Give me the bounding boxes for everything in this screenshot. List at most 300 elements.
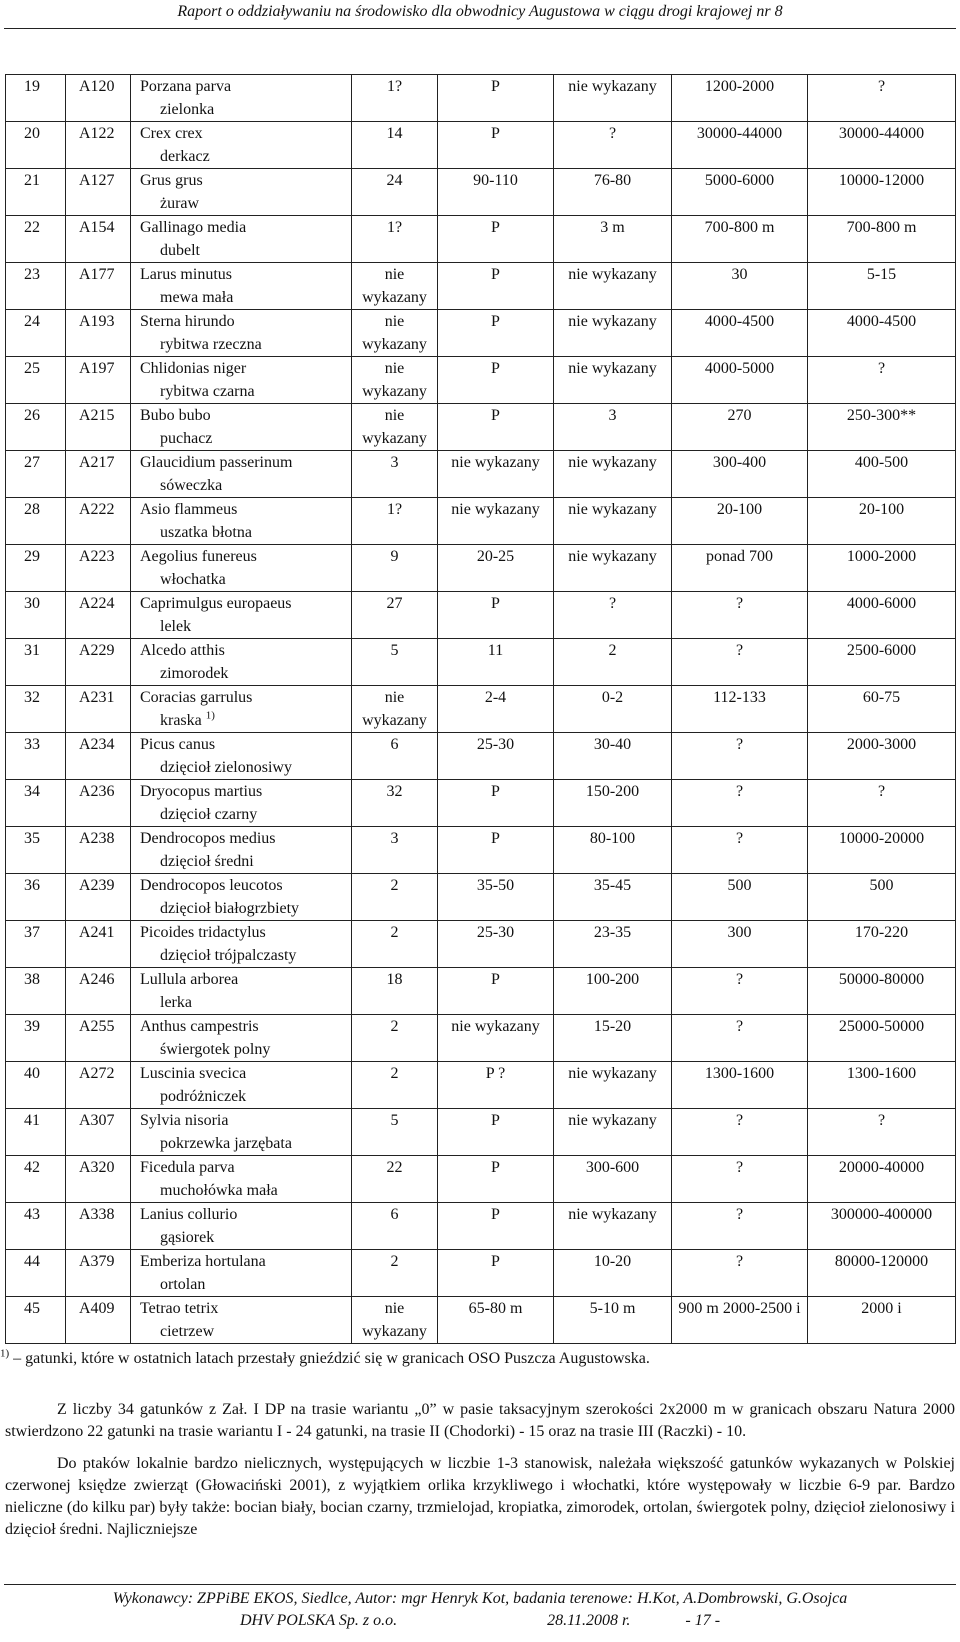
cell-value-2: P xyxy=(438,1156,554,1203)
cell-value-3: 35-45 xyxy=(554,874,672,921)
latin-name: Dendrocopos leucotos xyxy=(140,877,283,894)
cell-value-1: 2 xyxy=(352,1015,438,1062)
cell-value-5: 60-75 xyxy=(808,686,956,733)
table-row xyxy=(6,169,956,216)
cell-value-2: 11 xyxy=(438,639,554,686)
table-row xyxy=(6,310,956,357)
cell-value-3: nie wykazany xyxy=(554,1062,672,1109)
cell-value-1: 14 xyxy=(352,122,438,169)
polish-name-text: cietrzew xyxy=(160,1323,215,1340)
cell-value-1: nie wykazany xyxy=(352,310,438,357)
cell-value-3: nie wykazany xyxy=(554,357,672,404)
cell-value-5: 25000-50000 xyxy=(808,1015,956,1062)
cell-number: 28 xyxy=(6,498,66,545)
cell-value-1: nie wykazany xyxy=(352,1297,438,1344)
cell-species-name xyxy=(131,169,352,216)
cell-value-5: 4000-6000 xyxy=(808,592,956,639)
cell-value-5: 20000-40000 xyxy=(808,1156,956,1203)
polish-name xyxy=(140,333,351,356)
cell-code: A127 xyxy=(66,169,131,216)
cell-code: A409 xyxy=(66,1297,131,1344)
polish-name xyxy=(140,380,351,403)
cell-value-2: P xyxy=(438,404,554,451)
footnote-text: – gatunki, które w ostatnich latach przestały gnieździć się w granicach OSO Puszcza Augustowska. xyxy=(9,1350,650,1367)
table-row xyxy=(6,921,956,968)
cell-value-2: P xyxy=(438,310,554,357)
cell-value-1: 1? xyxy=(352,498,438,545)
cell-value-4: 300-400 xyxy=(672,451,808,498)
cell-value-3: nie wykazany xyxy=(554,1109,672,1156)
cell-value-1: nie wykazany xyxy=(352,686,438,733)
cell-number: 32 xyxy=(6,686,66,733)
cell-number: 37 xyxy=(6,921,66,968)
cell-value-4: 300 xyxy=(672,921,808,968)
cell-value-3: 3 xyxy=(554,404,672,451)
cell-value-4: 4000-4500 xyxy=(672,310,808,357)
table-row xyxy=(6,968,956,1015)
table-row xyxy=(6,545,956,592)
latin-name: Dendrocopos medius xyxy=(140,830,276,847)
cell-species-name xyxy=(131,1015,352,1062)
footer-date: 28.11.2008 r. xyxy=(547,1612,631,1629)
cell-code: A154 xyxy=(66,216,131,263)
cell-number: 39 xyxy=(6,1015,66,1062)
cell-value-4: ? xyxy=(672,639,808,686)
cell-value-4: ? xyxy=(672,1015,808,1062)
cell-value-5: 30000-44000 xyxy=(808,122,956,169)
cell-value-1: 1? xyxy=(352,75,438,122)
latin-name: Crex crex xyxy=(140,125,203,142)
cell-number: 22 xyxy=(6,216,66,263)
polish-name xyxy=(140,286,351,309)
paragraph-1: Z liczby 34 gatunków z Zał. I DP na trasie wariantu „0” w pasie taksacyjnym szerokości 2x2000 m w granicach obszaru Natura 2000 stwierdzono 22 gatunki na trasie wariantu I - 24 gatunki, na trasie II (Chodorki) - 15 oraz na trasie III (Raczki) - 10. xyxy=(5,1401,955,1440)
cell-value-5: 700-800 m xyxy=(808,216,956,263)
cell-code: A177 xyxy=(66,263,131,310)
cell-number: 45 xyxy=(6,1297,66,1344)
cell-value-4: 700-800 m xyxy=(672,216,808,263)
cell-value-5: ? xyxy=(808,780,956,827)
polish-name xyxy=(140,568,351,591)
cell-species-name xyxy=(131,968,352,1015)
latin-name: Bubo bubo xyxy=(140,407,211,424)
cell-code: A122 xyxy=(66,122,131,169)
cell-value-3: 76-80 xyxy=(554,169,672,216)
cell-species-name xyxy=(131,216,352,263)
cell-value-2: nie wykazany xyxy=(438,1015,554,1062)
footer-company: DHV POLSKA Sp. z o.o. xyxy=(239,1612,398,1629)
latin-name: Anthus campestris xyxy=(140,1018,259,1035)
polish-name-text: uszatka błotna xyxy=(160,524,252,541)
header-divider xyxy=(4,28,956,29)
cell-value-4: ? xyxy=(672,1109,808,1156)
polish-name xyxy=(140,991,351,1014)
cell-code: A255 xyxy=(66,1015,131,1062)
polish-name-text: dzięcioł białogrzbiety xyxy=(160,900,300,917)
latin-name: Aegolius funereus xyxy=(140,548,257,565)
cell-number: 23 xyxy=(6,263,66,310)
cell-value-1: 24 xyxy=(352,169,438,216)
cell-code: A231 xyxy=(66,686,131,733)
polish-name xyxy=(140,944,351,967)
polish-name-text: zimorodek xyxy=(160,665,229,682)
cell-code: A120 xyxy=(66,75,131,122)
table-row xyxy=(6,263,956,310)
footer-page-number: - 17 - xyxy=(685,1612,721,1629)
cell-species-name xyxy=(131,733,352,780)
cell-value-1: 22 xyxy=(352,1156,438,1203)
footer-divider xyxy=(4,1584,956,1585)
cell-value-2: P xyxy=(438,216,554,263)
polish-name-text: żuraw xyxy=(160,195,200,212)
cell-value-4: ponad 700 xyxy=(672,545,808,592)
polish-name xyxy=(140,1226,351,1249)
cell-value-3: 80-100 xyxy=(554,827,672,874)
cell-value-1: 3 xyxy=(352,451,438,498)
cell-value-3: nie wykazany xyxy=(554,75,672,122)
table-row xyxy=(6,216,956,263)
cell-value-1: nie wykazany xyxy=(352,263,438,310)
polish-name-text: ortolan xyxy=(160,1276,206,1293)
cell-species-name xyxy=(131,404,352,451)
table-row xyxy=(6,874,956,921)
table-row xyxy=(6,827,956,874)
cell-value-3: 10-20 xyxy=(554,1250,672,1297)
cell-value-1: 6 xyxy=(352,733,438,780)
footnote-reference: 1) xyxy=(205,709,215,722)
polish-name-text: dzięcioł czarny xyxy=(160,806,258,823)
polish-name-text: podróżniczek xyxy=(160,1088,247,1105)
cell-value-4: 500 xyxy=(672,874,808,921)
cell-value-5: 2500-6000 xyxy=(808,639,956,686)
cell-species-name xyxy=(131,780,352,827)
cell-value-5: ? xyxy=(808,357,956,404)
polish-name-text: lerka xyxy=(160,994,192,1011)
cell-value-5: 2000-3000 xyxy=(808,733,956,780)
table-row xyxy=(6,122,956,169)
cell-species-name xyxy=(131,921,352,968)
species-table xyxy=(5,74,956,1344)
cell-value-2: nie wykazany xyxy=(438,451,554,498)
cell-code: A234 xyxy=(66,733,131,780)
cell-value-2: 25-30 xyxy=(438,921,554,968)
polish-name xyxy=(140,756,351,779)
cell-value-4: ? xyxy=(672,1250,808,1297)
cell-value-3: 300-600 xyxy=(554,1156,672,1203)
table-row xyxy=(6,1250,956,1297)
polish-name xyxy=(140,1085,351,1108)
cell-species-name xyxy=(131,1203,352,1250)
cell-value-2: nie wykazany xyxy=(438,498,554,545)
polish-name-text: puchacz xyxy=(160,430,213,447)
polish-name xyxy=(140,1038,351,1061)
cell-value-1: 5 xyxy=(352,1109,438,1156)
cell-species-name xyxy=(131,357,352,404)
cell-value-3: ? xyxy=(554,592,672,639)
cell-value-3: nie wykazany xyxy=(554,451,672,498)
cell-value-4: ? xyxy=(672,733,808,780)
cell-species-name xyxy=(131,592,352,639)
cell-value-4: ? xyxy=(672,968,808,1015)
cell-value-4: ? xyxy=(672,1203,808,1250)
polish-name xyxy=(140,1273,351,1296)
cell-value-2: P xyxy=(438,75,554,122)
cell-number: 26 xyxy=(6,404,66,451)
cell-value-3: nie wykazany xyxy=(554,545,672,592)
cell-value-1: nie wykazany xyxy=(352,404,438,451)
cell-value-1: 9 xyxy=(352,545,438,592)
cell-value-5: 1000-2000 xyxy=(808,545,956,592)
polish-name-text: dzięcioł trójpalczasty xyxy=(160,947,297,964)
cell-value-1: nie wykazany xyxy=(352,357,438,404)
polish-name-text: zielonka xyxy=(160,101,215,118)
polish-name xyxy=(140,803,351,826)
cell-number: 20 xyxy=(6,122,66,169)
polish-name-text: lelek xyxy=(160,618,192,635)
polish-name xyxy=(140,1132,351,1155)
polish-name xyxy=(140,239,351,262)
report-title: Raport o oddziaływaniu na środowisko dla obwodnicy Augustowa w ciągu drogi krajowej nr 8 xyxy=(177,3,783,20)
latin-name: Lullula arborea xyxy=(140,971,239,988)
cell-value-3: nie wykazany xyxy=(554,1203,672,1250)
cell-number: 21 xyxy=(6,169,66,216)
cell-value-1: 1? xyxy=(352,216,438,263)
cell-value-3: nie wykazany xyxy=(554,498,672,545)
polish-name-text: świergotek polny xyxy=(160,1041,271,1058)
cell-value-3: 2 xyxy=(554,639,672,686)
cell-value-1: 3 xyxy=(352,827,438,874)
paragraph-2: Do ptaków lokalnie bardzo nielicznych, występujących w liczbie 1-3 stanowisk, należała większość gatunków wykazanych w Polskiej czerwonej księdze zwierząt (Głowaciński 2001), z wyjątkiem orlika krzykliwego i włochatki, które występowały w liczbie 6-9 par. Bardzo nieliczne (do kilku par) były także: bocian biały, bocian czarny, trzmielojad, kropiatka, zimorodek, ortolan, świergotek polny, dzięcioł zielonosiwy i dzięcioł średni. Najliczniejsze xyxy=(5,1455,955,1538)
latin-name: Tetrao tetrix xyxy=(140,1300,219,1317)
cell-value-2: 65-80 m xyxy=(438,1297,554,1344)
polish-name-text: rybitwa czarna xyxy=(160,383,255,400)
polish-name-text: rybitwa rzeczna xyxy=(160,336,262,353)
cell-value-2: P xyxy=(438,122,554,169)
latin-name: Sylvia nisoria xyxy=(140,1112,229,1129)
cell-value-4: 270 xyxy=(672,404,808,451)
species-table-body xyxy=(6,75,956,1344)
cell-number: 44 xyxy=(6,1250,66,1297)
polish-name xyxy=(140,145,351,168)
cell-value-5: 5-15 xyxy=(808,263,956,310)
latin-name: Asio flammeus xyxy=(140,501,238,518)
cell-value-1: 32 xyxy=(352,780,438,827)
cell-value-2: P xyxy=(438,780,554,827)
cell-value-5: 4000-4500 xyxy=(808,310,956,357)
cell-value-4: 1300-1600 xyxy=(672,1062,808,1109)
latin-name: Glaucidium passerinum xyxy=(140,454,293,471)
polish-name xyxy=(140,662,351,685)
cell-code: A241 xyxy=(66,921,131,968)
polish-name xyxy=(140,615,351,638)
cell-number: 30 xyxy=(6,592,66,639)
latin-name: Dryocopus martius xyxy=(140,783,263,800)
cell-code: A193 xyxy=(66,310,131,357)
polish-name-text: pokrzewka jarzębata xyxy=(160,1135,292,1152)
cell-code: A217 xyxy=(66,451,131,498)
cell-value-2: 2-4 xyxy=(438,686,554,733)
footnote-mark: 1) xyxy=(0,1347,10,1360)
latin-name: Porzana parva xyxy=(140,78,232,95)
cell-species-name xyxy=(131,1109,352,1156)
cell-value-5: 170-220 xyxy=(808,921,956,968)
cell-code: A246 xyxy=(66,968,131,1015)
cell-number: 40 xyxy=(6,1062,66,1109)
cell-value-2: P ? xyxy=(438,1062,554,1109)
polish-name xyxy=(140,1179,351,1202)
cell-number: 38 xyxy=(6,968,66,1015)
cell-value-3: 0-2 xyxy=(554,686,672,733)
table-row xyxy=(6,1156,956,1203)
table-row xyxy=(6,1062,956,1109)
cell-value-3: 150-200 xyxy=(554,780,672,827)
latin-name: Alcedo atthis xyxy=(140,642,225,659)
polish-name-text: sóweczka xyxy=(160,477,223,494)
latin-name: Lanius collurio xyxy=(140,1206,238,1223)
cell-number: 31 xyxy=(6,639,66,686)
cell-code: A238 xyxy=(66,827,131,874)
body-text xyxy=(5,1399,955,1541)
cell-value-5: 80000-120000 xyxy=(808,1250,956,1297)
polish-name-text: mewa mała xyxy=(160,289,234,306)
cell-value-3: nie wykazany xyxy=(554,310,672,357)
cell-value-5: ? xyxy=(808,1109,956,1156)
cell-value-2: P xyxy=(438,592,554,639)
cell-species-name xyxy=(131,263,352,310)
cell-code: A223 xyxy=(66,545,131,592)
cell-value-3: 30-40 xyxy=(554,733,672,780)
cell-number: 35 xyxy=(6,827,66,874)
table-row xyxy=(6,780,956,827)
cell-value-1: 2 xyxy=(352,874,438,921)
cell-code: A236 xyxy=(66,780,131,827)
polish-name xyxy=(140,850,351,873)
cell-value-3: 15-20 xyxy=(554,1015,672,1062)
latin-name: Emberiza hortulana xyxy=(140,1253,266,1270)
cell-species-name xyxy=(131,122,352,169)
cell-value-5: 10000-20000 xyxy=(808,827,956,874)
latin-name: Luscinia svecica xyxy=(140,1065,247,1082)
polish-name xyxy=(140,98,351,121)
polish-name xyxy=(140,709,351,732)
table-row xyxy=(6,733,956,780)
polish-name-text: dzięcioł zielonosiwy xyxy=(160,759,292,776)
cell-value-2: P xyxy=(438,1203,554,1250)
latin-name: Grus grus xyxy=(140,172,203,189)
latin-name: Caprimulgus europaeus xyxy=(140,595,292,612)
latin-name: Ficedula parva xyxy=(140,1159,235,1176)
cell-value-5: 50000-80000 xyxy=(808,968,956,1015)
cell-value-4: ? xyxy=(672,1156,808,1203)
cell-value-4: 20-100 xyxy=(672,498,808,545)
latin-name: Sterna hirundo xyxy=(140,313,235,330)
latin-name: Chlidonias niger xyxy=(140,360,247,377)
cell-value-2: 25-30 xyxy=(438,733,554,780)
cell-value-4: ? xyxy=(672,592,808,639)
cell-value-5: 500 xyxy=(808,874,956,921)
cell-value-3: nie wykazany xyxy=(554,263,672,310)
cell-code: A215 xyxy=(66,404,131,451)
cell-value-5: 1300-1600 xyxy=(808,1062,956,1109)
cell-value-4: ? xyxy=(672,827,808,874)
polish-name xyxy=(140,897,351,920)
cell-species-name xyxy=(131,827,352,874)
polish-name xyxy=(140,1320,351,1343)
latin-name: Gallinago media xyxy=(140,219,247,236)
cell-value-1: 18 xyxy=(352,968,438,1015)
cell-code: A239 xyxy=(66,874,131,921)
cell-number: 42 xyxy=(6,1156,66,1203)
cell-value-3: 3 m xyxy=(554,216,672,263)
cell-value-4: 112-133 xyxy=(672,686,808,733)
page-footer xyxy=(0,1588,960,1632)
footnote xyxy=(0,1349,960,1369)
cell-value-2: 20-25 xyxy=(438,545,554,592)
cell-number: 33 xyxy=(6,733,66,780)
cell-value-1: 2 xyxy=(352,1062,438,1109)
cell-value-4: 900 m 2000-2500 i xyxy=(672,1297,808,1344)
cell-number: 27 xyxy=(6,451,66,498)
cell-species-name xyxy=(131,498,352,545)
cell-number: 25 xyxy=(6,357,66,404)
cell-value-3: 100-200 xyxy=(554,968,672,1015)
cell-code: A224 xyxy=(66,592,131,639)
polish-name-text: kraska xyxy=(160,712,202,729)
polish-name-text: derkacz xyxy=(160,148,210,165)
cell-value-5: ? xyxy=(808,75,956,122)
table-row xyxy=(6,357,956,404)
polish-name-text: gąsiorek xyxy=(160,1229,215,1246)
cell-species-name xyxy=(131,874,352,921)
latin-name: Picus canus xyxy=(140,736,216,753)
cell-species-name xyxy=(131,451,352,498)
cell-species-name xyxy=(131,1297,352,1344)
polish-name xyxy=(140,521,351,544)
table-row xyxy=(6,1109,956,1156)
cell-value-5: 20-100 xyxy=(808,498,956,545)
cell-code: A379 xyxy=(66,1250,131,1297)
cell-value-2: P xyxy=(438,263,554,310)
cell-code: A197 xyxy=(66,357,131,404)
table-row xyxy=(6,1297,956,1344)
cell-value-2: P xyxy=(438,968,554,1015)
cell-number: 29 xyxy=(6,545,66,592)
cell-value-4: 5000-6000 xyxy=(672,169,808,216)
cell-value-1: 27 xyxy=(352,592,438,639)
cell-value-2: P xyxy=(438,827,554,874)
cell-species-name xyxy=(131,545,352,592)
latin-name: Picoides tridactylus xyxy=(140,924,266,941)
cell-value-4: 30 xyxy=(672,263,808,310)
latin-name: Larus minutus xyxy=(140,266,232,283)
cell-value-4: ? xyxy=(672,780,808,827)
cell-number: 34 xyxy=(6,780,66,827)
table-row xyxy=(6,451,956,498)
cell-value-4: 1200-2000 xyxy=(672,75,808,122)
cell-number: 24 xyxy=(6,310,66,357)
cell-species-name xyxy=(131,639,352,686)
cell-species-name xyxy=(131,310,352,357)
polish-name xyxy=(140,474,351,497)
footer-details xyxy=(0,1610,960,1632)
cell-code: A222 xyxy=(66,498,131,545)
cell-code: A307 xyxy=(66,1109,131,1156)
table-row xyxy=(6,1015,956,1062)
polish-name-text: dzięcioł średni xyxy=(160,853,254,870)
cell-number: 41 xyxy=(6,1109,66,1156)
table-row xyxy=(6,75,956,122)
cell-value-2: 35-50 xyxy=(438,874,554,921)
cell-value-2: P xyxy=(438,357,554,404)
